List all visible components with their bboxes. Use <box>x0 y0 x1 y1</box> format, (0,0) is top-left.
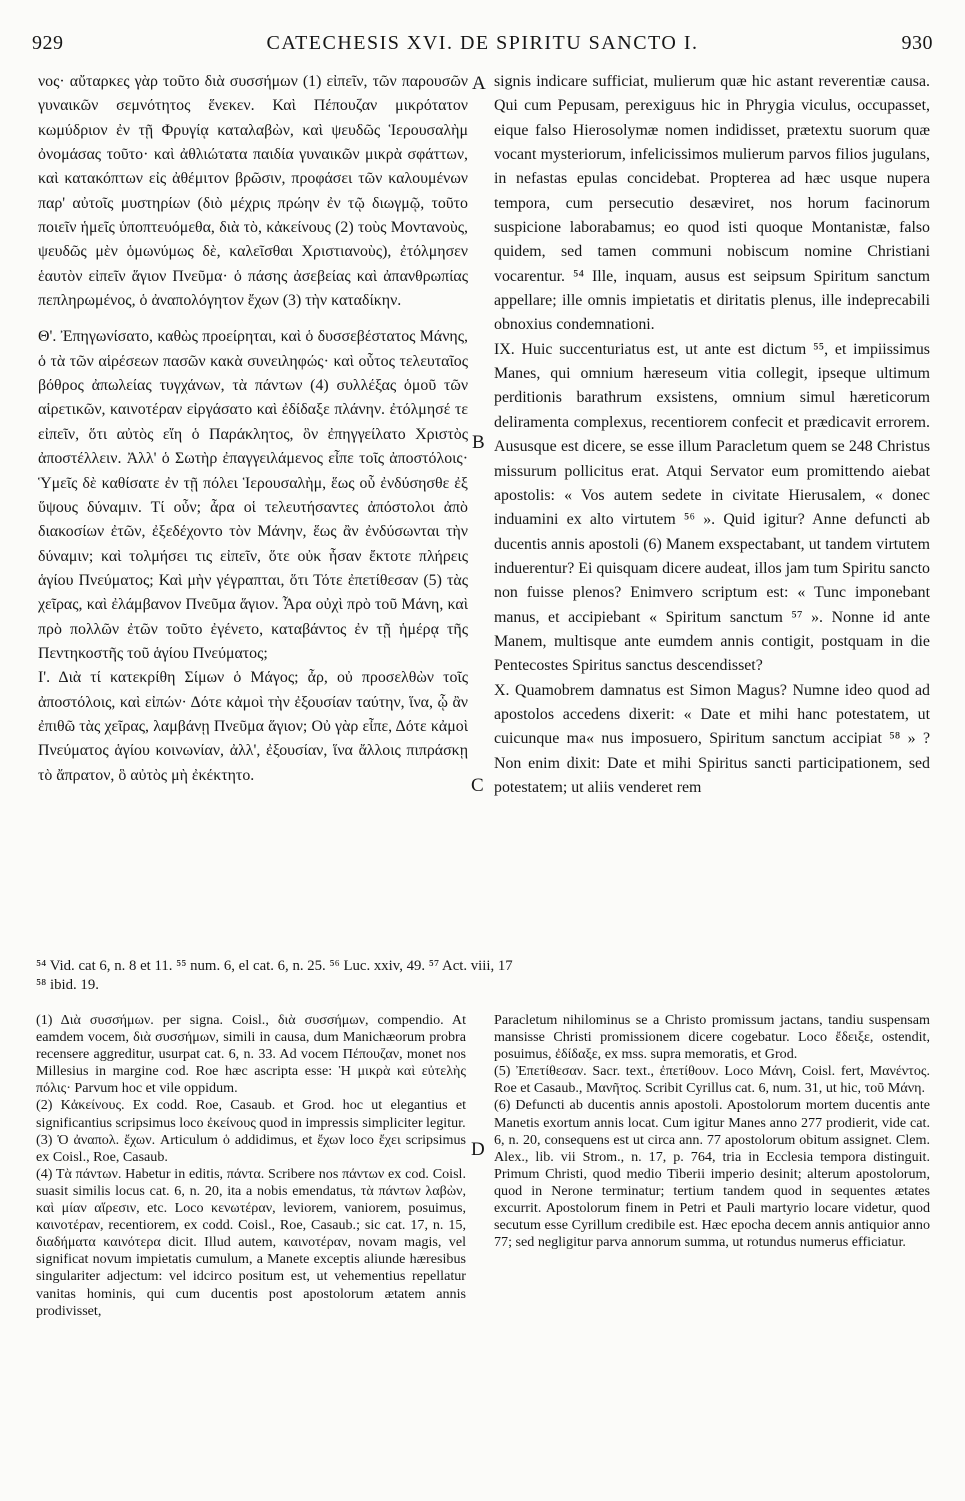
latin-paragraph: X. Quamobrem damnatus est Simon Magus? Numne ideo quod ad apostolos accedens dixerit: « Date et mihi hanc potestatem, ut cuicunque ma« nus imposuero, Spiritum sanctum accipiat ⁵⁸ » ? Non enim dixit: Date et mihi Spiritus sancti participationem, sed potestatem; ut aliis venderet rem <box>494 681 930 796</box>
section-marker-c: C <box>471 775 484 796</box>
latin-paragraph: IX. Huic succenturiatus est, ut ante est dictum ⁵⁵, et impiissimus Manes, qui omnium hæreseum vitia collegit, ipseque ultimum perditionis barathrum exsistens, omnium simul hæreticorum deliramenta complexus, recentiorem confecit et prædicavit errorem. Aususque est dicere, se esse illum Paracletum quem se 248 Christus missurum pollicitus erat. Atqui Servator eum promittendo aiebat apostolis: « Vos autem sedete in civitate Hierusalem, « donec induamini ex alto virtutem ⁵⁶ ». Quid igitur? Anne defuncti ab ducentis annis apostoli (6) Manem exspectabant, ut tandem virtutem induerentur? Ei quisquam dicere audeat, illos jam tum Spiritu sancto non fuisse plenos? Enimvero scriptum est: « Tunc imponebant manus, et accipiebant « Spiritum sanctum ⁵⁷ ». Nonne id ante Manem, multisque ante eumdem annis contigit, postquam in die Pentecostes Spiritus sanctus descendisset? <box>494 340 930 675</box>
footnote-line: ⁵⁸ ibid. 19. <box>36 977 99 993</box>
page-number-left: 929 <box>32 32 64 54</box>
note: (2) Κἀκείνους. Ex codd. Roe, Casaub. et Grod. hoc ut elegantius et significantius scripsimus loco ἐκείνους quod in impressis simpliciter legitur. <box>36 1097 466 1131</box>
greek-text-column <box>38 70 468 788</box>
section-marker-d: D <box>471 1139 485 1160</box>
footnote-references <box>36 957 926 995</box>
section-marker-b: B <box>472 432 485 453</box>
notes-column-right <box>494 1012 930 1251</box>
footnote-line: ⁵⁴ Vid. cat 6, n. 8 et 11. ⁵⁵ num. 6, el cat. 6, n. 25. ⁵⁶ Luc. xxiv, 49. ⁵⁷ Act. viii, 17 <box>36 958 513 974</box>
latin-text-column <box>494 70 930 800</box>
note: (1) Διὰ συσσήμων. per signa. Coisl., διὰ συσσήμων, compendio. At eamdem vocem, διὰ συσσήμων, simili in causa, dum Manichæorum probra recensere aggreditur, usurpat cat. 6, n. 33. Ad vocem Πέπουζαν, monet nos Millesius in margine cod. Roe hæc ascripta esse: Ἡ μικρὰ καὶ εὐτελὴς πόλις· Parvum hoc et vile oppidum. <box>36 1012 466 1097</box>
note: (4) Τὰ πάντων. Habetur in editis, πάντα. Scribere nos πάντων ex cod. Coisl. suasit similis locus cat. 6, n. 20, ita a nobis emendatus, τὰ πάντων λαβὼν, καὶ μίαν αἵρεσιν, etc. Loco κενωτέραν, leviorem, vaniorem, posuimus, καινοτέραν, recentiorem, ex codd. Coisl., Roe, Casaub.; sic cat. 17, n. 15, διαδήματα καινότερα dicit. Illud autem, καινοτέραν, novam magis, vel significat novum impietatis cumulum, a Manete exceptis aliunde hæresibus singulariter adjectum: vel idcirco positum est, ut vehementius repellatur vanitas hominis, qui cum ducentis post apostolorum ætatem annis prodivisset, <box>36 1165 466 1319</box>
note: (3) Ὁ ἀναπολ. ἔχων. Articulum ὁ addidimus, et ἔχων loco ἔχει scripsimus ex Coisl., Roe, Casaub. <box>36 1131 466 1165</box>
page-header <box>28 22 937 58</box>
section-marker-a: A <box>472 73 486 94</box>
note: Paracletum nihilominus se a Christo promissum jactans, tandiu suspensam mansisse Christi promissionem dicere cogebatur. Loco ἔδειξε, ostendit, posuimus, ἐδίδαξε, ex mss. supra memoratis, et Grod. <box>494 1012 930 1063</box>
note: (5) Ἐπετίθεσαν. Sacr. text., ἐπετίθουν. Loco Μάνη, Coisl. fert, Μανέντος. Roe et Casaub., Μανῆτος. Scribit Cyrillus cat. 6, num. 31, ut hic, τοῦ Μάνη. <box>494 1063 930 1097</box>
page-number-right: 930 <box>901 32 933 54</box>
greek-paragraph: νος· αὔταρκες γὰρ τοῦτο διὰ συσσήμων (1) εἰπεῖν, τῶν παρουσῶν γυναικῶν σεμνότητος ἕνεκεν. Καὶ Πέπουζαν μικρότατον κωμύδριον ἐν τῇ Φρυγίᾳ καταλαβὼν, καὶ ψευδῶς Ἱερουσαλὴμ ὀνομάσας τοῦτο· καὶ ἀθλιώτατα παιδία γυναικῶν μικρὰ σφάττων, καὶ κατακόπτων εἰς ἀθέμιτον βρῶσιν, προφάσει τῶν καλουμένων παρ' αὐτοῖς μυστηρίων (διὸ μέχρις πρώην ἐν τῷ διωγμῷ, τοῦτο ποιεῖν ἡμεῖς ὑποπτευόμεθα, διὰ τὸ, κἀκείνους (2) τοὺς Μοντανοὺς, ψευδῶς μὲν ὁμωνύμως δὲ, καλεῖσθαι Χριστιανοὺς), ἐτόλμησεν ἑαυτὸν εἰπεῖν ἅγιον Πνεῦμα· ὁ πάσης ἀσεβείας καὶ ἀπανθρωπίας πεπληρωμένος, ὁ ἀναπολόγητον ἔχων (3) τὴν καταδίκην. <box>38 73 468 310</box>
note: (6) Defuncti ab ducentis annis apostoli. Apostolorum mortem ducentis ante Manetis exortum annis locat. Cum igitur Manes anno 277 prodierit, vide cat. 6, n. 20, consequens est ut circa ann. 77 apostolorum obitum assignet. Clem. Alex., lib. vii Strom., n. 17, p. 764, tria in Ecclesia tempora distinguit. Primum Christi, quod medio Tiberii imperio desinit; alterum apostolorum, quod in Nerone terminatur; tertium tandem quod in sequentes ætates excurrit. Apostolorum finem in Petri et Pauli martyrio locare videtur, quod secutum esse Cyrillum credibile est. Hæc epocha decem annis antiquior anno 77; sed negligitur parva annorum summa, ut rotundus numerus efficiatur. <box>494 1097 930 1251</box>
notes-column-left <box>36 1012 466 1320</box>
running-title: CATECHESIS XVI. DE SPIRITU SANCTO I. <box>266 32 699 54</box>
greek-paragraph: Θ'. Ἐπηγωνίσατο, καθὼς προείρηται, καὶ ὁ δυσσεβέστατος Μάνης, ὁ τὰ τῶν αἱρέσεων πασῶν κακὰ συνειληφώς· καὶ οὗτος τελευταῖος βόθρος ἀπωλείας τυγχάνων, τὰ πάντων (4) συλλέξας ὁμοῦ τῶν αἱρετικῶν, καινοτέραν εἰργάσατο καὶ ἐδίδαξε πλάνην. ἐτόλμησέ τε εἰπεῖν, ὅτι αὐτὸς εἴη ὁ Παράκλητος, ὃν ἐπηγγείλατο Χριστὸς ἀποστέλλειν. Ἀλλ' ὁ Σωτὴρ ἐπαγγειλάμενος εἶπε τοῖς ἀποστόλοις· Ὑμεῖς δὲ καθίσατε ἐν τῇ πόλει Ἱερουσαλὴμ, ἕως οὗ ἐνδύσησθε ἐξ ὕψους δύναμιν. Τί οὖν; ἆρα οἱ τελευτήσαντες ἀπόστολοι ἀπὸ διακοσίων ἐτῶν, ἐξεδέχοντο τὸν Μάνην, ἕως ἂν ἐνδύσωνται τὴν δύναμιν; καὶ τολμήσει τις εἰπεῖν, ὅτε οὐκ ἦσαν ἔκτοτε πλήρεις ἁγίου Πνεύματος; Καὶ μὴν γέγραπται, ὅτι Τότε ἐπετίθεσαν (5) τὰς χεῖρας, καὶ ἐλάμβανον Πνεῦμα ἅγιον. Ἆρα οὐχὶ πρὸ τοῦ Μάνη, καὶ πρὸ πολλῶν ἐτῶν τοῦτο ἐγένετο, καταβάντος ἐν τῇ ἡμέρᾳ τῆς Πεντηκοστῆς τοῦ ἁγίου Πνεύματος; <box>38 328 468 662</box>
latin-paragraph: signis indicare sufficiat, mulierum quæ hic astant reverentiæ causa. Qui cum Pepusam, perexiguus hic in Phrygia viculus, occupasset, eique falso Hierosolymæ nomen indidisset, prætextu suorum quæ vocant mysteriorum, infelicissimos mulierum parvos filios jugulans, in nefastas epulas concidebat. Propterea ad hæc usque nupera tempora, cum persecutio desæviret, nos horum facinorum suspicione laborabamus; eo quod isti quoque Montanistæ, falso quidem, sed tamen communi nobiscum nomine Christiani vocarentur. ⁵⁴ Ille, inquam, ausus est seipsum Spiritum sanctum appellare; ille omnis impietatis et diritatis plenus, ille indeprecabili obnoxius condemnationi. <box>494 73 930 334</box>
greek-paragraph: Ι'. Διὰ τί κατεκρίθη Σίμων ὁ Μάγος; ἆρ, οὐ προσελθὼν τοῖς ἀποστόλοις, καὶ εἰπών· Δότε κἀμοὶ τὴν ἐξουσίαν ταύτην, ἵνα, ᾧ ἂν ἐπιθῶ τὰς χεῖρας, λαμβάνῃ Πνεῦμα ἅγιον; Οὐ γὰρ εἶπε, Δότε κἀμοὶ Πνεύματος ἁγίου κοινωνίαν, ἀλλ', ἐξουσίαν, ἵνα ἄλλοις πιπράσκῃ τὸ ἄπρατον, ὃ αὐτὸς μὴ ἐκέκτητο. <box>38 669 468 784</box>
